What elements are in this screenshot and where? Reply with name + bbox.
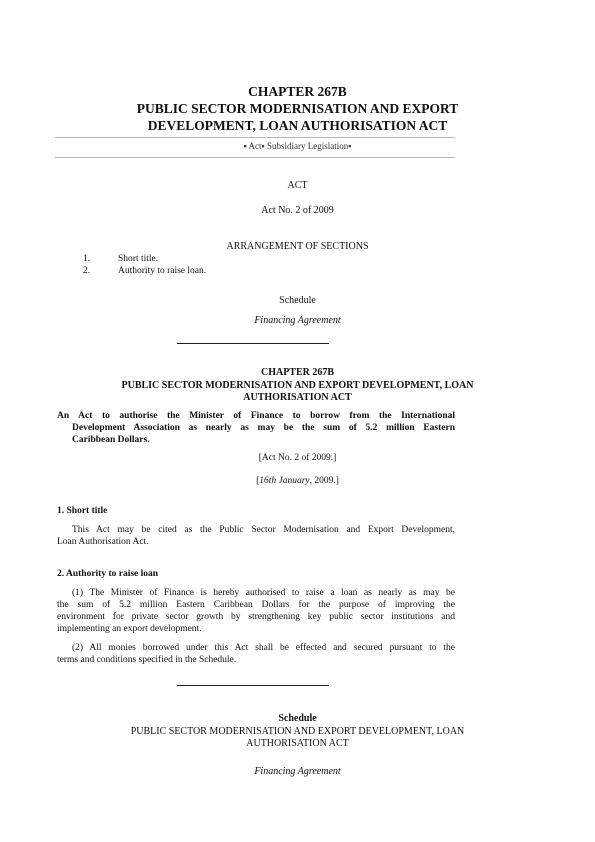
schedule-title-line: PUBLIC SECTOR MODERNISATION AND EXPORT DEVELOPMENT, LOAN (130, 726, 465, 737)
body-line: terms and conditions specified in the Schedule. (57, 655, 237, 665)
schedule-subtitle: Financing Agreement (254, 766, 341, 777)
chapter-title (0, 83, 595, 134)
section-2-para-2 (57, 642, 455, 666)
schedule-act-title (0, 726, 595, 750)
body-line: Loan Authorisation Act. (57, 537, 149, 547)
date-open: [ (256, 476, 260, 486)
schedule-title: Financing Agreement (254, 315, 341, 326)
long-title (57, 410, 455, 446)
body-line: the sum of 5.2 million Eastern Caribbean Dollars for the purpose of improving the (57, 600, 455, 610)
body-line: (2) All monies borrowed under this Act shall be effected and secured pursuant to the (72, 643, 455, 653)
act-title-line: PUBLIC SECTOR MODERNISATION AND EXPORT DEVELOPMENT, LOAN (121, 380, 474, 391)
divider (55, 157, 455, 158)
commencement-date (0, 475, 595, 487)
section-2-heading: 2. Authority to raise loan (57, 569, 159, 579)
document-nav[interactable]: ▪ Act▪ Subsidiary Legislation▪ (243, 141, 352, 151)
long-title-line: Development Association as nearly as may be the sum of 5.2 million Eastern (72, 423, 455, 433)
date-italic: 16th January (259, 476, 310, 486)
section-entry[interactable] (0, 265, 595, 277)
section-title[interactable]: Authority to raise loan. (118, 266, 207, 276)
act-title (0, 380, 595, 404)
act-reference: [Act No. 2 of 2009.] (258, 453, 337, 463)
section-list (0, 253, 595, 277)
section-2-para-1 (57, 587, 455, 635)
section-1-body (57, 524, 455, 548)
schedule-label[interactable]: Schedule (279, 295, 316, 306)
body-line: (1) The Minister of Finance is hereby authorised to raise a loan as nearly as may be (72, 588, 455, 598)
arrangement-heading: ARRANGEMENT OF SECTIONS (226, 241, 369, 252)
title-line: PUBLIC SECTOR MODERNISATION AND EXPORT (136, 101, 459, 116)
title-line: CHAPTER 267B (248, 84, 347, 99)
body-line: This Act may be cited as the Public Sector Modernisation and Export Development, (72, 525, 455, 535)
section-entry[interactable] (0, 253, 595, 265)
date-rest: , 2009.] (309, 476, 339, 486)
divider (177, 685, 329, 686)
chapter-number: CHAPTER 267B (260, 367, 335, 378)
section-number: 2. (83, 266, 91, 276)
section-title[interactable]: Short title. (118, 254, 159, 264)
title-line: DEVELOPMENT, LOAN AUTHORISATION ACT (147, 118, 448, 133)
act-title-line: AUTHORISATION ACT (243, 392, 352, 403)
schedule-title-line: AUTHORISATION ACT (246, 738, 349, 749)
section-number: 1. (83, 254, 91, 264)
schedule-heading: Schedule (278, 713, 317, 724)
long-title-line: Caribbean Dollars. (72, 435, 150, 445)
act-heading: ACT (287, 180, 308, 191)
section-1-heading: 1. Short title (57, 506, 108, 516)
body-line: implementing an export development. (57, 624, 202, 634)
long-title-line: An Act to authorise the Minister of Finance to borrow from the International (57, 411, 455, 421)
divider (55, 137, 455, 138)
divider (177, 343, 329, 344)
body-line: environment for private sector growth by strengthening key public sector institutions and (57, 612, 455, 622)
act-number: Act No. 2 of 2009 (261, 205, 334, 216)
